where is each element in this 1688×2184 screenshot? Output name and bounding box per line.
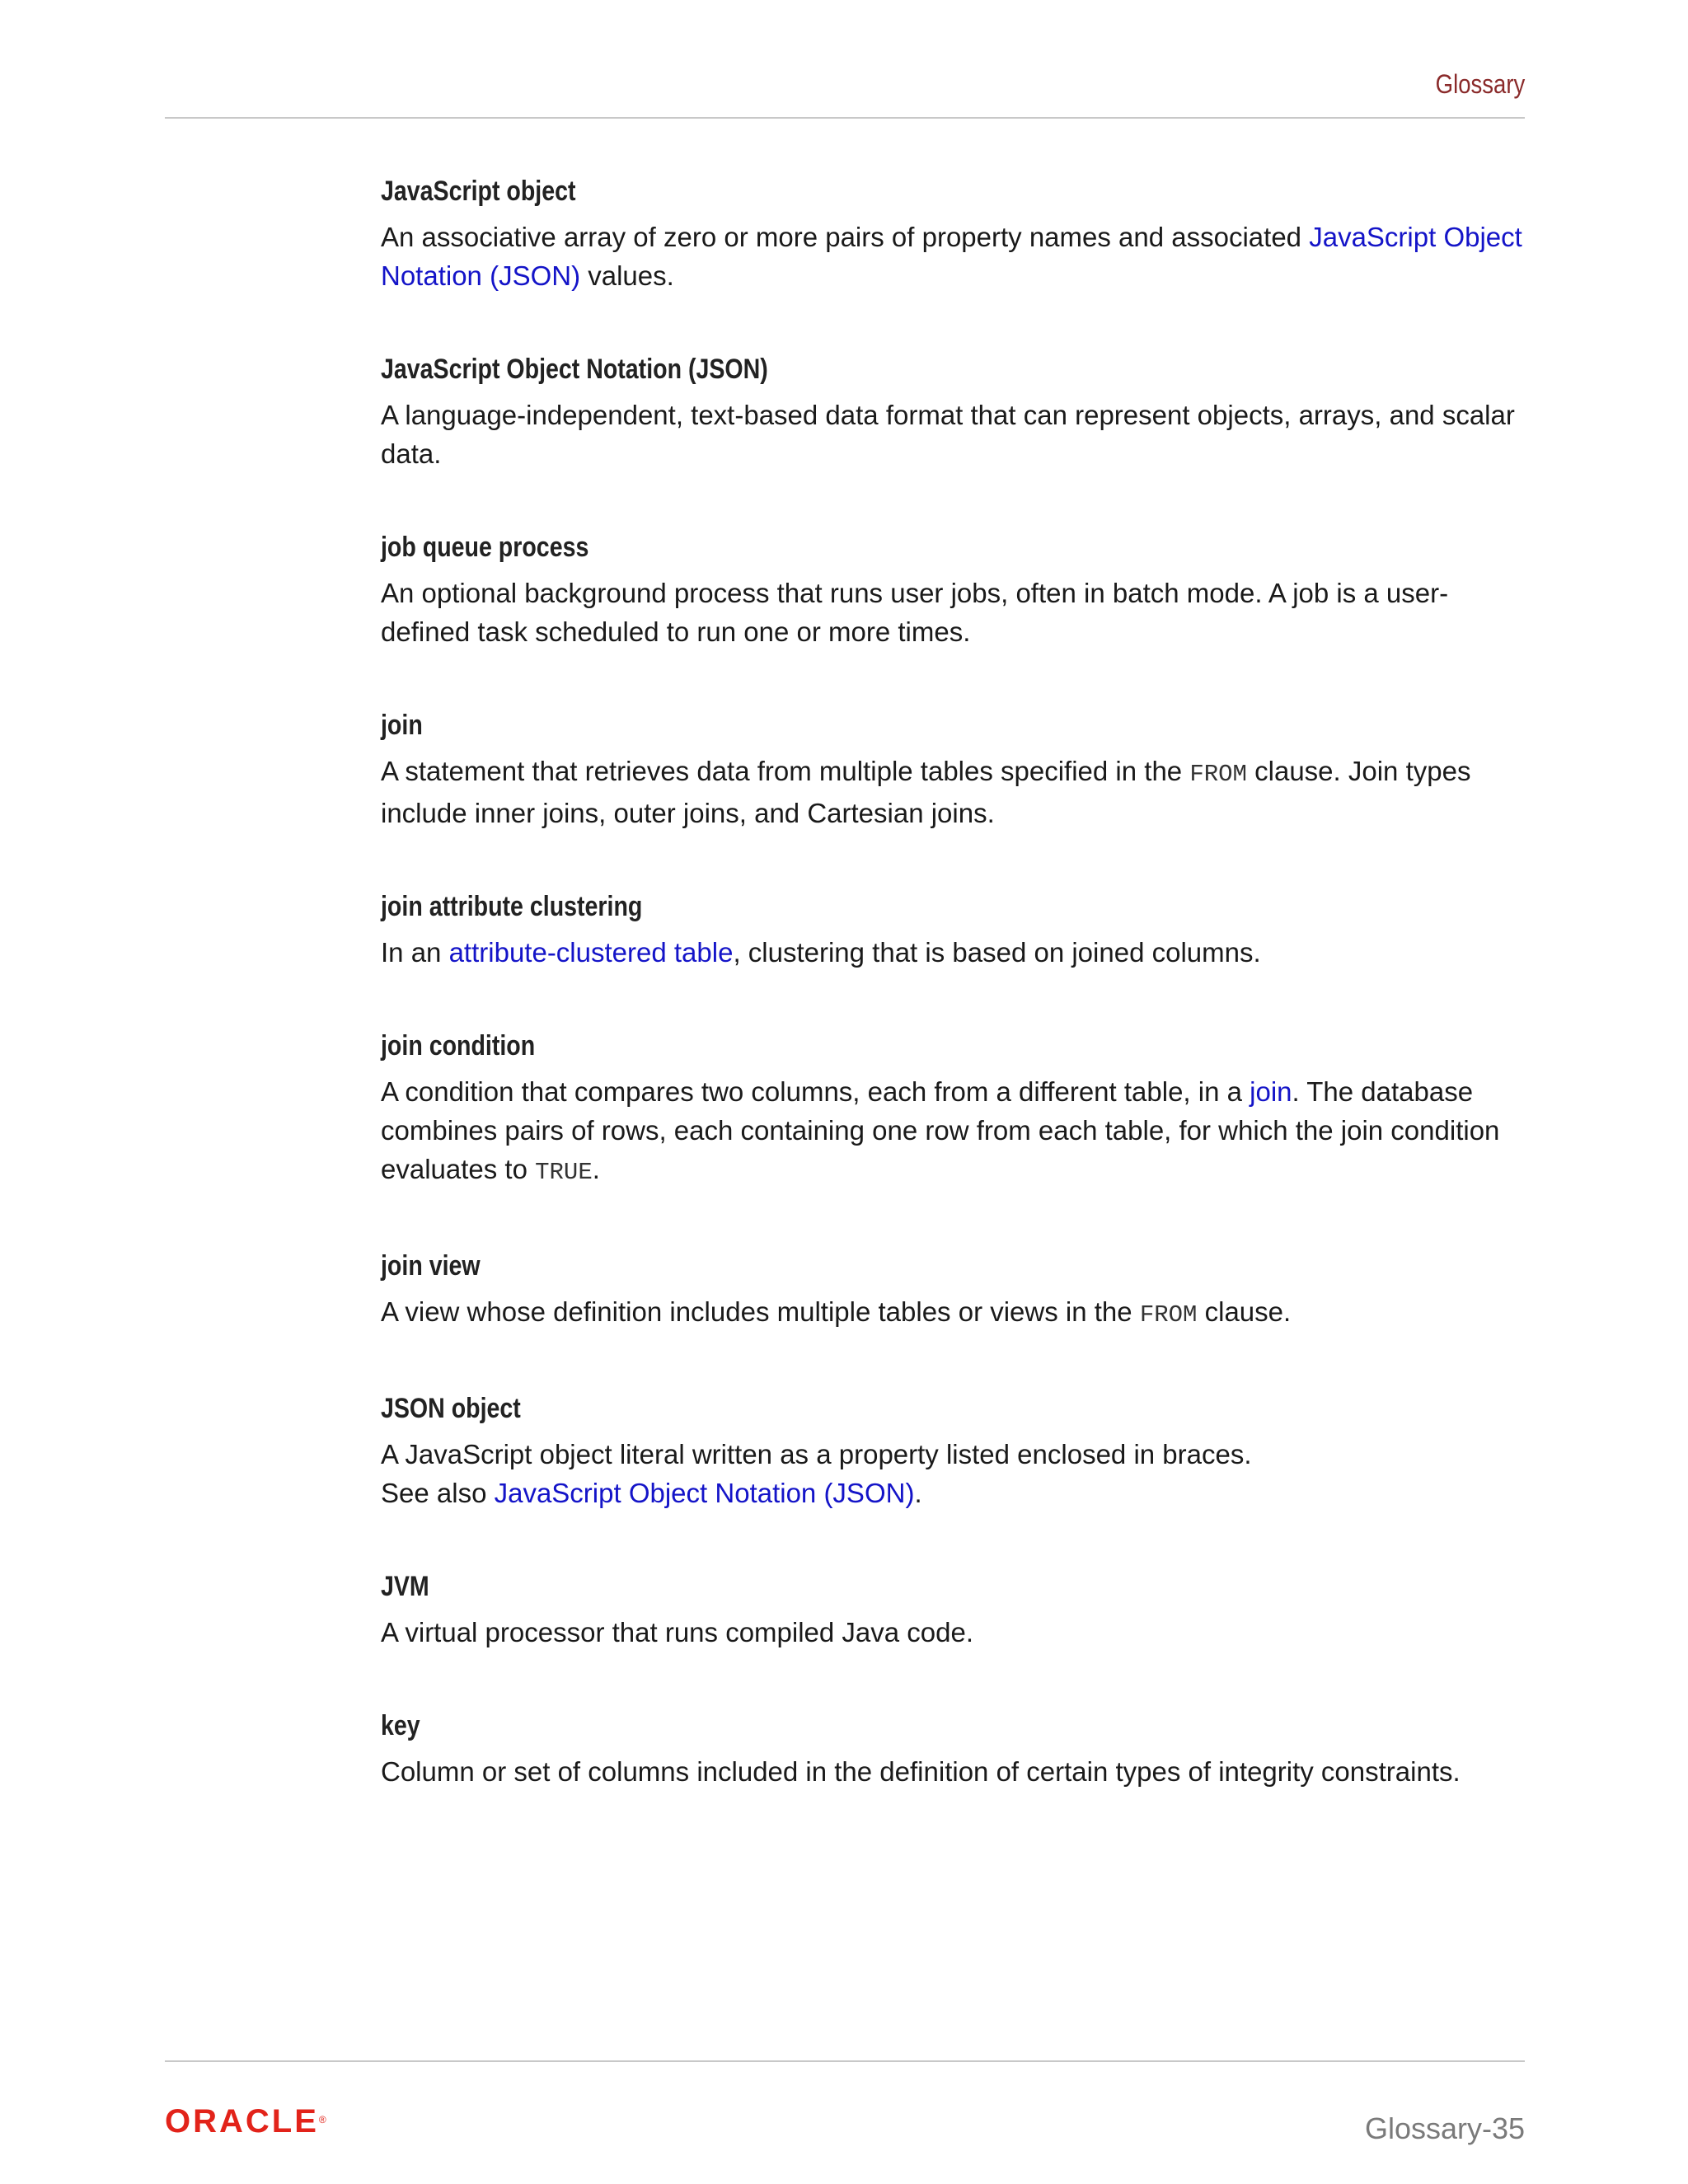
glossary-cross-reference-link[interactable]: attribute-clustered table	[448, 937, 734, 968]
definition-text: A virtual processor that runs compiled Java code.	[381, 1617, 974, 1647]
definition-text: Column or set of columns included in the definition of certain types of integrity constraints.	[381, 1756, 1461, 1787]
glossary-definition	[381, 933, 1526, 972]
glossary-entry	[381, 1708, 1526, 1791]
glossary-entry	[381, 529, 1526, 651]
definition-text: See also	[381, 1478, 495, 1508]
glossary-term: join view	[381, 1250, 481, 1282]
glossary-entry	[381, 888, 1526, 972]
definition-text: A condition that compares two columns, each from a different table, in a	[381, 1076, 1250, 1107]
definition-text: values.	[580, 260, 674, 291]
code-keyword: FROM	[1139, 1301, 1198, 1329]
glossary-term: JVM	[381, 1571, 429, 1602]
glossary-definition	[381, 1613, 1526, 1652]
glossary-term: JSON object	[381, 1393, 521, 1424]
definition-text: .	[592, 1154, 600, 1184]
glossary-cross-reference-link[interactable]: join	[1250, 1076, 1292, 1107]
glossary-term: job queue process	[381, 532, 589, 563]
oracle-logo-text: ORACLE	[165, 2103, 319, 2139]
glossary-entry	[381, 1028, 1526, 1192]
glossary-term: JavaScript Object Notation (JSON)	[381, 354, 768, 385]
definition-text: clause. Join types include inner joins, outer joins, and Cartesian joins.	[381, 756, 1471, 828]
definition-text: In an	[381, 937, 449, 968]
glossary-entry	[381, 707, 1526, 832]
glossary-entry	[381, 1390, 1526, 1512]
definition-text: clause.	[1197, 1296, 1292, 1327]
definition-text: An optional background process that runs user jobs, often in batch mode. A job is a user-defined task scheduled to run one or more times.	[381, 578, 1449, 647]
glossary-cross-reference-link[interactable]: JavaScript Object Notation (JSON)	[494, 1478, 915, 1508]
glossary-entry	[381, 1568, 1526, 1652]
definition-text: . The database combines pairs of rows, each containing one row from each table, for which the join condition evaluates to	[381, 1076, 1500, 1184]
glossary-definition	[381, 1072, 1526, 1192]
glossary-definition	[381, 1435, 1526, 1512]
glossary-entry	[381, 1248, 1526, 1334]
page-number: Glossary-35	[1364, 2111, 1525, 2145]
section-label: Glossary	[1435, 69, 1525, 99]
glossary-term: join attribute clustering	[381, 891, 643, 922]
code-keyword: FROM	[1189, 761, 1247, 788]
glossary-definition	[381, 574, 1526, 651]
page-header	[165, 0, 1525, 119]
glossary-term: join	[381, 710, 423, 741]
glossary-term: key	[381, 1710, 420, 1741]
glossary-definition	[381, 1752, 1526, 1791]
glossary-definition	[381, 1292, 1526, 1334]
glossary-term: join condition	[381, 1030, 536, 1062]
glossary-definition	[381, 752, 1526, 832]
glossary-definition	[381, 218, 1526, 295]
glossary-entry	[381, 173, 1526, 295]
definition-text: An associative array of zero or more pairs of property names and associated	[381, 222, 1310, 252]
oracle-logo	[165, 2105, 326, 2138]
glossary-definition	[381, 396, 1526, 473]
glossary-cross-reference-link[interactable]: JavaScript Object Notation (JSON)	[381, 222, 1522, 291]
glossary-list	[381, 173, 1526, 1847]
glossary-entry	[381, 351, 1526, 473]
definition-text: .	[914, 1478, 922, 1508]
definition-text: A JavaScript object literal written as a property listed enclosed in braces.	[381, 1439, 1252, 1469]
definition-text: A statement that retrieves data from multiple tables specified in the	[381, 756, 1190, 786]
definition-text: , clustering that is based on joined columns.	[733, 937, 1261, 968]
code-keyword: TRUE	[535, 1159, 593, 1186]
glossary-term: JavaScript object	[381, 176, 576, 207]
page-footer	[165, 2060, 1525, 2159]
definition-text: A language-independent, text-based data format that can represent objects, arrays, and scalar data.	[381, 400, 1515, 469]
registered-mark: ®	[318, 2114, 326, 2125]
definition-text: A view whose definition includes multiple tables or views in the	[381, 1296, 1140, 1327]
